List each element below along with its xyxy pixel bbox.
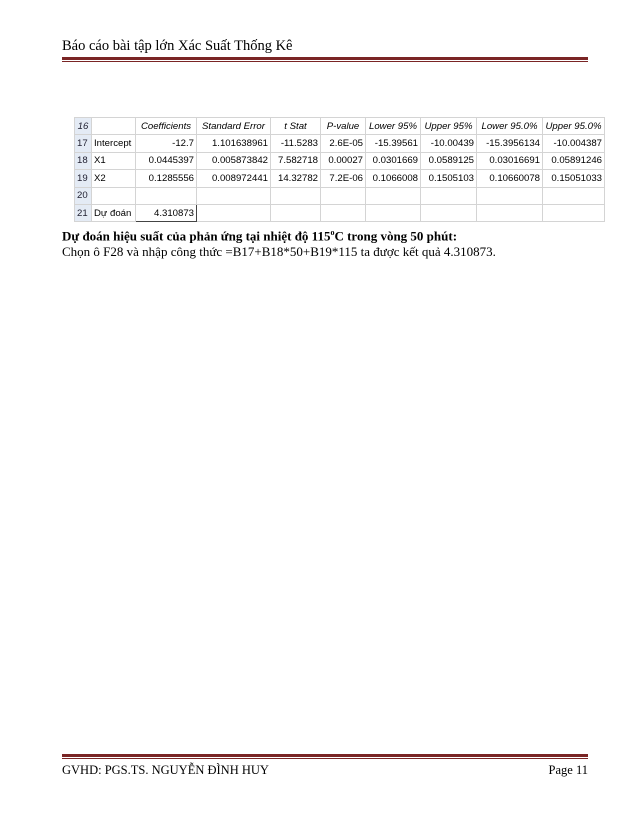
table-cell: 0.0589125 (421, 152, 477, 169)
footer-instructor: GVHD: PGS.TS. NGUYỄN ĐÌNH HUY (62, 763, 269, 777)
table-cell: 0.008972441 (197, 170, 271, 187)
table-cell (421, 204, 477, 221)
table-cell (366, 187, 421, 204)
table-cell: 7.582718 (271, 152, 321, 169)
table-cell (477, 204, 543, 221)
header-cell: Coefficients (136, 118, 197, 135)
header-cell: Lower 95.0% (477, 118, 543, 135)
table-cell (366, 204, 421, 221)
row-number: 19 (75, 170, 92, 187)
header-cell: t Stat (271, 118, 321, 135)
table-cell: 0.1505103 (421, 170, 477, 187)
table-cell (543, 187, 605, 204)
section-heading (62, 228, 457, 244)
table-cell: -15.39561 (366, 135, 421, 152)
table-cell: 0.00027 (321, 152, 366, 169)
table-cell: -12.7 (136, 135, 197, 152)
header-cell: Lower 95% (366, 118, 421, 135)
prediction-value-cell: 4.310873 (136, 204, 197, 221)
header-rule-thick (62, 57, 588, 60)
table-cell: 0.10660078 (477, 170, 543, 187)
table-cell: 2.6E-05 (321, 135, 366, 152)
table-cell: 7.2E-06 (321, 170, 366, 187)
row-label: Dự đoán (92, 204, 136, 221)
header-cell (92, 118, 136, 135)
footer-rule-thin (62, 758, 588, 759)
body-paragraph: Chọn ô F28 và nhập công thức =B17+B18*50+B19*115 ta được kết quả 4.310873. (62, 244, 496, 259)
table-header-row (75, 118, 605, 135)
table-row (75, 135, 605, 152)
row-number: 21 (75, 204, 92, 221)
table-cell (543, 204, 605, 221)
table-cell (92, 187, 136, 204)
table-cell (477, 187, 543, 204)
row-number: 16 (75, 118, 92, 135)
table-cell: -10.00439 (421, 135, 477, 152)
table-row (75, 204, 605, 221)
row-number: 20 (75, 187, 92, 204)
header-cell: P-value (321, 118, 366, 135)
table-cell (197, 204, 271, 221)
table-row (75, 170, 605, 187)
row-number: 18 (75, 152, 92, 169)
row-label: Intercept (92, 135, 136, 152)
heading-text: Dự đoán hiệu suất của phản ứng tại nhiệt độ 115 (62, 228, 331, 244)
header-cell: Upper 95% (421, 118, 477, 135)
table-cell: 0.1285556 (136, 170, 197, 187)
table-cell (271, 204, 321, 221)
table-cell: 0.03016691 (477, 152, 543, 169)
table-cell: 0.0445397 (136, 152, 197, 169)
row-label: X2 (92, 170, 136, 187)
table-cell (197, 187, 271, 204)
table-cell: 14.32782 (271, 170, 321, 187)
table-cell (271, 187, 321, 204)
table-row (75, 152, 605, 169)
table-cell (136, 187, 197, 204)
header-rule-thin (62, 61, 588, 62)
row-number: 17 (75, 135, 92, 152)
table-row (75, 187, 605, 204)
header-cell: Standard Error (197, 118, 271, 135)
table-cell: 0.0301669 (366, 152, 421, 169)
footer-rule-thick (62, 754, 588, 757)
table-cell: 1.101638961 (197, 135, 271, 152)
table-cell: 0.1066008 (366, 170, 421, 187)
table-cell: 0.15051033 (543, 170, 605, 187)
table-cell: -11.5283 (271, 135, 321, 152)
header-cell: Upper 95.0% (543, 118, 605, 135)
heading-text-end: C trong vòng 50 phút: (334, 228, 458, 244)
table-cell: 0.005873842 (197, 152, 271, 169)
row-label: X1 (92, 152, 136, 169)
table-cell: 0.05891246 (543, 152, 605, 169)
table-cell: -15.3956134 (477, 135, 543, 152)
degree-superscript: o (330, 228, 335, 237)
table-cell (321, 187, 366, 204)
table-cell: -10.004387 (543, 135, 605, 152)
document-header-title: Báo cáo bài tập lớn Xác Suất Thống Kê (62, 38, 293, 54)
page-number: Page 11 (548, 763, 588, 777)
table-cell (421, 187, 477, 204)
table-cell (321, 204, 366, 221)
regression-output-table (74, 117, 605, 222)
